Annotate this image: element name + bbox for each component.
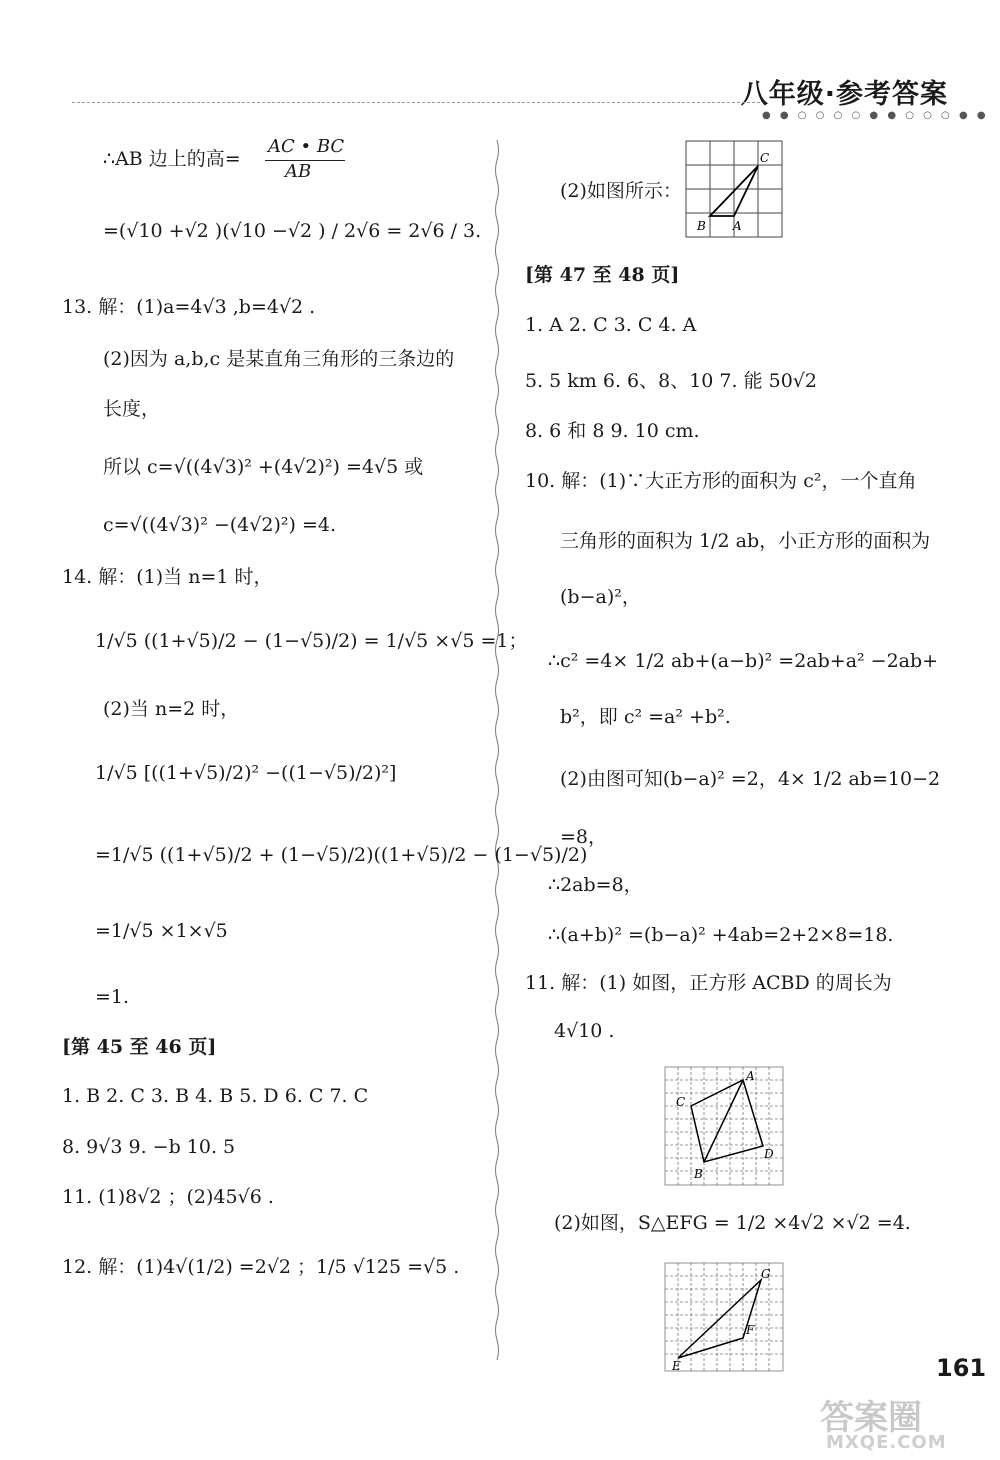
figure-grid-1 [685, 140, 785, 240]
fraction-denominator: AB [285, 161, 312, 182]
answer-line: 11. (1)8√2 ；(2)45√6 . [62, 1186, 274, 1208]
answer-line: 1. A 2. C 3. C 4. A [525, 314, 697, 336]
section-heading: [第 47 至 48 页] [525, 264, 680, 286]
text-line: c=√((4√3)² −(4√2)²) =4. [103, 514, 336, 536]
text-line: ∴AB 边上的高= [103, 148, 241, 170]
figure-label: A [746, 1069, 755, 1083]
text-line: 长度， [103, 398, 161, 420]
question-13: 13. 解：(1)a=4√3 ,b=4√2 . [62, 296, 316, 318]
page-number: 161 [936, 1354, 987, 1382]
question-11: 11. 解：(1) 如图，正方形 ACBD 的周长为 [525, 972, 892, 994]
figure-label: D [764, 1147, 774, 1161]
text-line: ∴(a+b)² =(b−a)² +4ab=2+2×8=18. [548, 924, 894, 946]
text-line: ∴2ab=8， [548, 874, 643, 896]
text-line: (b−a)²， [560, 586, 641, 608]
figure-grid-2 [664, 1066, 786, 1188]
text-line: =8， [560, 826, 608, 848]
watermark-logo: 答案圈 [820, 1398, 922, 1438]
text-line: (2)因为 a,b,c 是某直角三角形的三条边的 [103, 348, 455, 370]
watermark-url: MXQE.COM [826, 1432, 947, 1453]
text-line: =1. [95, 986, 130, 1008]
text-line: =(√10 +√2 )(√10 −√2 ) / 2√6 = 2√6 / 3. [103, 220, 482, 242]
text-line: (2)当 n=2 时， [103, 698, 240, 720]
answer-line: 1. B 2. C 3. B 4. B 5. D 6. C 7. C [62, 1085, 369, 1107]
text-line: 所以 c=√((4√3)² +(4√2)²) =4√5 或 [103, 456, 424, 478]
figure-label: C [676, 1095, 686, 1109]
answer-line: 8. 9√3 9. −b 10. 5 [62, 1136, 236, 1158]
text-line: 1/√5 ((1+√5)/2 − (1−√5)/2) = 1/√5 ×√5 =1； [95, 630, 528, 652]
answer-line: 8. 6 和 8 9. 10 cm. [525, 420, 700, 442]
text-line: ∴c² =4× 1/2 ab+(a−b)² =2ab+a² −2ab+ [548, 650, 939, 672]
text-line: 4√10 . [554, 1020, 615, 1042]
figure-label: G [761, 1267, 771, 1281]
text-line: (2)如图所示： [560, 180, 682, 202]
text-line: (2)由图可知(b−a)² =2，4× 1/2 ab=10−2 [560, 768, 941, 790]
text-line: =1/√5 ((1+√5)/2 + (1−√5)/2)((1+√5)/2 − (1−√5)/2) [95, 844, 588, 866]
text-line: (2)如图，S△EFG = 1/2 ×4√2 ×√2 =4. [554, 1212, 911, 1234]
column-divider [492, 140, 502, 1370]
text-line: 三角形的面积为 1/2 ab，小正方形的面积为 [560, 530, 931, 552]
figure-label: C [760, 151, 770, 165]
figure-grid-3 [664, 1262, 786, 1374]
fraction-numerator: AC • BC [268, 136, 345, 157]
section-heading: [第 45 至 46 页] [62, 1036, 217, 1058]
figure-label: B [697, 219, 706, 233]
header-title: 八年级·参考答案 [740, 79, 948, 110]
answer-line: 12. 解：(1)4√(1/2) =2√2 ；1/5 √125 =√5 . [62, 1256, 460, 1278]
text-line: b²，即 c² =a² +b². [560, 706, 731, 728]
question-14: 14. 解：(1)当 n=1 时， [62, 566, 273, 588]
answer-line: 5. 5 km 6. 6、8、10 7. 能 50√2 [525, 370, 818, 392]
figure-label: A [733, 219, 742, 233]
figure-label: F [746, 1323, 755, 1337]
question-10: 10. 解：(1)∵大正方形的面积为 c²，一个直角 [525, 470, 917, 492]
header-dots: ● ● ○ ○ ○ ○ ● ● ○ ○ ○ ● ● [762, 110, 989, 121]
figure-label: B [694, 1167, 703, 1181]
text-line: =1/√5 ×1×√5 [95, 920, 228, 942]
figure-label: E [672, 1359, 681, 1373]
text-line: 1/√5 [((1+√5)/2)² −((1−√5)/2)²] [95, 762, 397, 784]
header-rule [72, 102, 760, 103]
